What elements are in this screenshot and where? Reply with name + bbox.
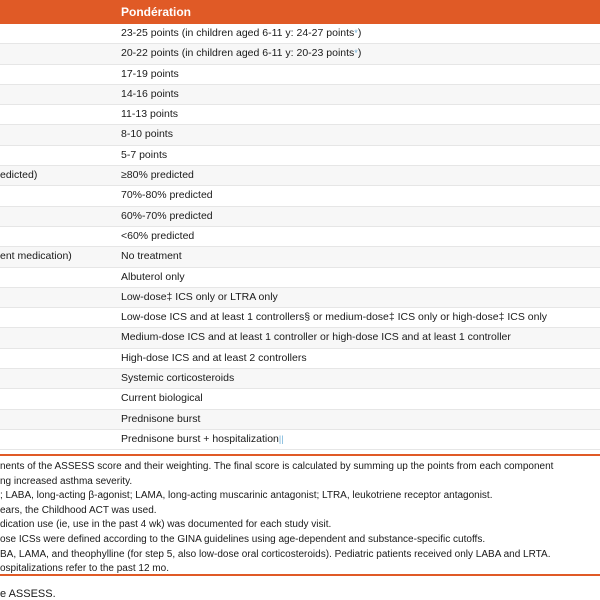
row-weight-text: 20-22 points (in children aged 6-11 y: 20-23 points <box>121 47 355 60</box>
row-criterion-cell: edicted) <box>0 169 38 182</box>
footnote-line: ose ICSs were defined according to the GINA guidelines using age-dependent and substance-specific cutoffs. <box>0 533 486 545</box>
row-weight-text: 23-25 points (in children aged 6-11 y: 24-27 points <box>121 27 355 39</box>
row-weight-text: Albuterol only <box>121 270 185 283</box>
table-row <box>0 288 600 308</box>
row-weight-text: ≥80% predicted <box>121 169 194 182</box>
table-row <box>0 349 600 369</box>
row-weight-text: Prednisone burst <box>121 412 201 425</box>
table-row <box>0 65 600 85</box>
row-weight-tail: ) <box>357 27 362 39</box>
row-weight-cell <box>121 250 182 262</box>
row-weight-cell <box>121 352 307 364</box>
table-row <box>0 369 600 389</box>
table-row <box>0 410 600 430</box>
table-bottom-rule <box>0 454 600 456</box>
row-weight-cell <box>121 210 213 222</box>
table-row <box>0 166 600 186</box>
column-header-ponderation: Pondération <box>121 5 192 19</box>
row-weight-text: No treatment <box>121 250 182 263</box>
footnote-line: dication use (ie, use in the past 4 wk) was documented for each study visit. <box>0 519 332 531</box>
footnote-line: nents of the ASSESS score and their weighting. The final score is calculated by summing up the points from each component <box>0 461 554 472</box>
row-weight-cell <box>121 433 284 445</box>
footnote-line: BA, LAMA, and theophylline (for step 5, also low-dose oral corticosteroids). Pediatric patients received only LABA and LRTA. <box>0 548 551 560</box>
row-weight-cell <box>121 68 179 80</box>
footnote-line: ; LABA, long-acting β-agonist; LAMA, long-acting muscarinic antagonist; LTRA, leukotriene receptor antagonist. <box>0 490 493 502</box>
table-row <box>0 186 600 206</box>
footnote-line: ears, the Childhood ACT was used. <box>0 504 157 516</box>
table-row <box>0 430 600 450</box>
row-weight-text: 11-13 points <box>121 108 179 121</box>
row-weight-text: Prednisone burst + hospitalization <box>121 432 279 445</box>
row-weight-cell <box>121 169 194 181</box>
row-weight-cell <box>121 189 213 201</box>
footnote-line: ng increased asthma severity. <box>0 475 133 487</box>
row-weight-text: 8-10 points <box>121 128 173 141</box>
row-weight-text: High-dose ICS and at least 2 controllers <box>121 351 307 364</box>
footnotes-bottom-rule <box>0 574 600 576</box>
row-weight-text: Current biological <box>121 392 203 405</box>
row-weight-text: Medium-dose ICS and at least 1 controller or high-dose ICS and at least 1 controller <box>121 331 511 344</box>
row-criterion-cell: ent medication) <box>0 250 72 263</box>
row-weight-text: <60% predicted <box>121 229 195 242</box>
row-weight-text: Systemic corticosteroids <box>121 372 235 385</box>
row-weight-cell <box>121 27 361 39</box>
table-footnotes <box>0 460 600 577</box>
row-weight-text: 70%-80% predicted <box>121 189 213 202</box>
row-weight-text: 14-16 points <box>121 87 179 100</box>
row-weight-text: 17-19 points <box>121 67 179 80</box>
table-row <box>0 247 600 267</box>
row-weight-cell <box>121 413 200 425</box>
row-weight-cell <box>121 331 511 343</box>
footnote-mark: || <box>278 433 284 444</box>
table-row <box>0 308 600 328</box>
footnote-mark: * <box>354 48 358 59</box>
row-weight-cell <box>121 108 178 120</box>
table-row <box>0 24 600 44</box>
row-weight-text: Low-dose‡ ICS only or LTRA only <box>121 290 278 303</box>
row-weight-cell <box>121 271 185 283</box>
table-row <box>0 44 600 64</box>
table-body <box>0 24 600 450</box>
row-weight-cell <box>121 149 167 161</box>
row-weight-cell <box>121 311 547 323</box>
table-caption: e ASSESS. <box>0 588 56 600</box>
table-row <box>0 125 600 145</box>
row-weight-cell <box>121 392 203 404</box>
table-row <box>0 85 600 105</box>
table-header <box>0 0 600 24</box>
footnote-line: ospitalizations refer to the past 12 mo. <box>0 563 169 575</box>
table-row <box>0 227 600 247</box>
row-weight-text: 60%-70% predicted <box>121 209 213 222</box>
table-row <box>0 105 600 125</box>
table-row <box>0 268 600 288</box>
table-row <box>0 389 600 409</box>
table-row <box>0 146 600 166</box>
row-weight-cell <box>121 47 361 59</box>
row-weight-cell <box>121 230 194 242</box>
row-weight-cell <box>121 291 278 303</box>
table-row <box>0 328 600 348</box>
footnote-mark: * <box>354 28 358 38</box>
row-weight-tail: ) <box>357 47 362 60</box>
row-weight-text: 5-7 points <box>121 148 168 161</box>
row-weight-cell <box>121 128 173 140</box>
row-weight-cell <box>121 372 234 384</box>
row-weight-text: Low-dose ICS and at least 1 controllers§ or medium-dose‡ ICS only or high-dose‡ ICS only <box>121 311 548 324</box>
row-weight-cell <box>121 88 179 100</box>
table-row <box>0 207 600 227</box>
